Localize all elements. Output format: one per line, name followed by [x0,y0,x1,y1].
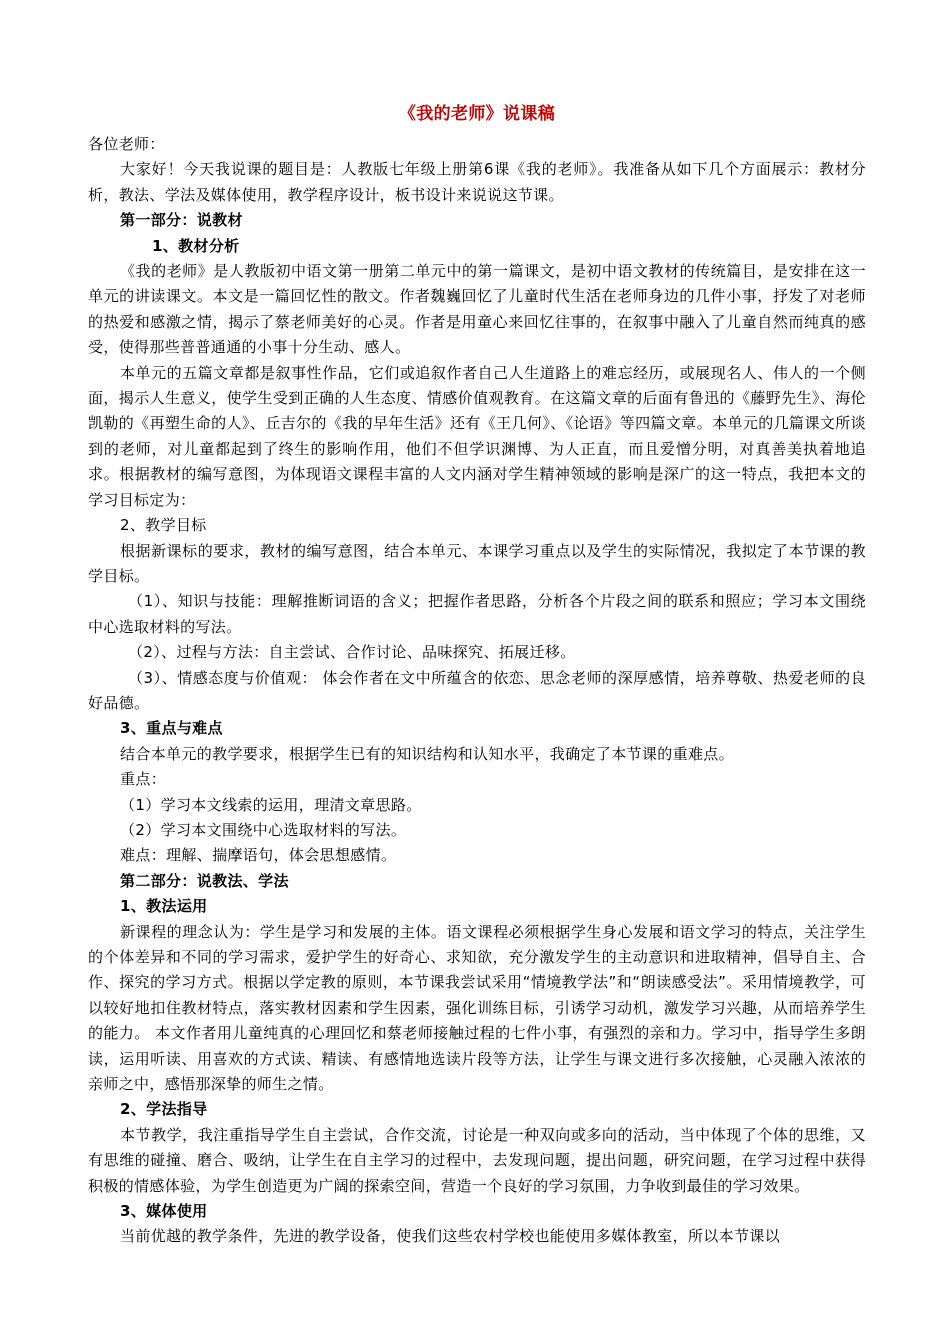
difficulty-point: 难点：理解、揣摩语句，体会思想感情。 [120,846,397,865]
method3-paragraph: 当前优越的教学条件，先进的教学设备，使我们这些农村学校也能使用多媒体教室，所以本节课以 [120,1227,781,1246]
document-title: 《我的老师》说课稿 [398,104,556,124]
key-label: 重点： [120,770,167,789]
intro-paragraph: 大家好！今天我说课的题目是：人教版七年级上册第6课《我的老师》。我准备从如下几个方面展示：教材分析，教法、学法及媒体使用，教学程序设计，板书设计来说说这节课。 [88,160,866,204]
method1-paragraph: 新课程的理念认为：学生是学习和发展的主体。语文课程必须根据学生身心发展和语文学习的特点，关注学生的个体差异和不同的学习需求，爱护学生的好奇心、求知欲，充分激发学生的主动意识和进取精神，倡导自主、合作、探究的学习方式。根据以学定教的原则，本节课我尝试采用“情境教学法”和“朗读感受法”。采用情境教学，可以较好地扣住教材特点，落实教材因素和学生因素，强化训练目标，引诱学习动机，激发学习兴趣，从而培养学生的能力。 本文作者用儿童纯真的心理回忆和蔡老师接触过程的七件小事，有强烈的亲和力。学习中，指导学生多朗读，运用听读、用喜欢的方式读、精读、有感情地选读片段等方法，让学生与课文进行多次接触，心灵融入浓浓的亲师之中，感悟那深挚的师生之情。 [88,922,866,1094]
method2-paragraph: 本节教学，我注重指导学生自主尝试，合作交流，讨论是一种双向或多向的活动，当中体现了个体的思维，又有思维的碰撞、磨合、吸纳，让学生在自主学习的过程中，去发现问题，提出问题，研究问题，在学习过程中获得积极的情感体验，为学生创造更为广阔的探索空间，营造一个良好的学习氛围，力争收到最佳的学习效果。 [88,1125,866,1195]
key-point-1: （1）学习本文线索的运用，理清文章思路。 [120,795,422,814]
section1-heading: 1、教材分析 [152,236,240,255]
method1-heading: 1、教法运用 [120,897,208,916]
key-point-2: （2）学习本文围绕中心选取材料的写法。 [120,820,407,839]
section2-paragraph: 根据新课标的要求，教材的编写意图，结合本单元、本课学习重点以及学生的实际情况，我拟定了本节课的教学目标。 [88,541,866,585]
method3-heading: 3、媒体使用 [120,1202,208,1221]
section2-heading: 2、教学目标 [120,516,207,535]
section3-paragraph: 结合本单元的教学要求，根据学生已有的知识结构和认知水平，我确定了本节课的重难点。 [120,744,735,763]
goal-knowledge: （1）、知识与技能：理解推断词语的含义；把握作者思路，分析各个片段之间的联系和照应；学习本文围绕中心选取材料的写法。 [88,592,866,636]
part1-heading: 第一部分：说教材 [120,211,243,230]
goal-attitude: （3）、情感态度与价值观： 体会作者在文中所蕴含的依恋、思念老师的深厚感情，培养尊敬、热爱老师的良好品德。 [88,668,866,712]
section1-paragraph-1: 《我的老师》是人教版初中语文第一册第二单元中的第一篇课文，是初中语文教材的传统篇目，是安排在这一单元的讲读课文。本文是一篇回忆性的散文。作者魏巍回忆了儿童时代生活在老师身边的几件小事，抒发了对老师的热爱和感激之情，揭示了蔡老师美好的心灵。作者是用童心来回忆往事的，在叙事中融入了儿童自然而纯真的感受，使得那些普普通通的小事十分生动、感人。 [88,262,866,357]
section1-paragraph-2: 本单元的五篇文章都是叙事性作品，它们或追叙作者自己人生道路上的难忘经历，或展现名人、伟人的一个侧面，揭示人生意义，使学生受到正确的人生态度、情感价值观教育。在这篇文章的后面有鲁迅的《藤野先生》、海伦凯勒的《再塑生命的人》、丘吉尔的《我的早年生活》还有《王几何》、《论语》等四篇文章。本单元的几篇课文所谈到的老师，对儿童都起到了终生的影响作用，他们不但学识渊博、为人正直，而且爱憎分明，对真善美执着地追求。根据教材的编写意图，为体现语文课程丰富的人文内涵对学生精神领域的影响是深广的这一特点，我把本文的学习目标定为： [88,363,866,509]
method2-heading: 2、学法指导 [120,1100,208,1119]
goal-process: （2）、过程与方法：自主尝试、合作讨论、品味探究、拓展迁移。 [128,643,576,662]
greeting: 各位老师： [88,135,165,153]
section3-heading: 3、重点与难点 [120,719,223,738]
part2-heading: 第二部分：说教法、学法 [120,871,289,890]
document-page [88,96,866,1250]
